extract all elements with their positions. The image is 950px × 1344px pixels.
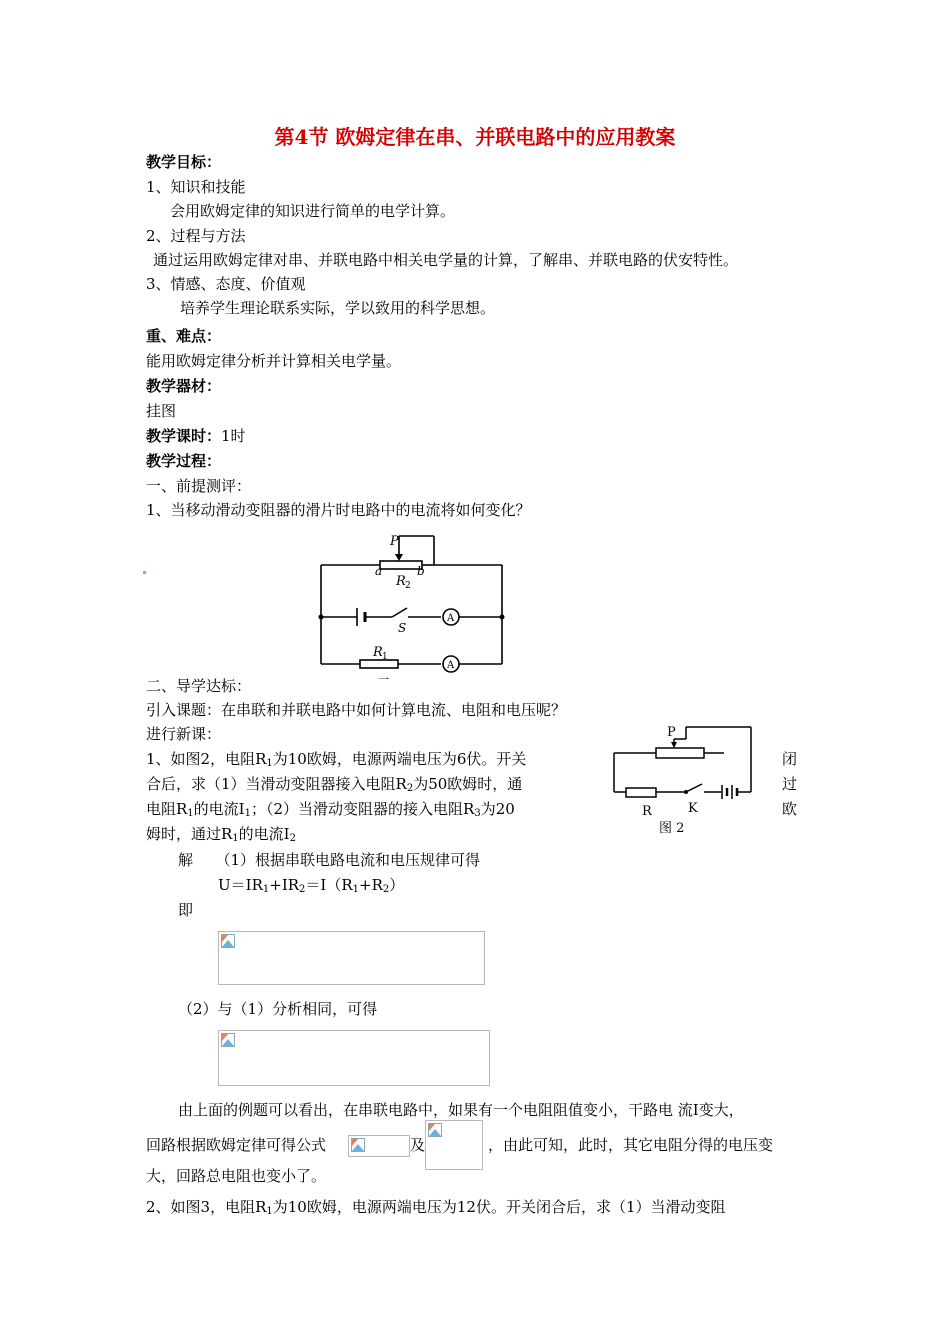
goals-heading: 教学目标： [146,153,222,171]
example-1-line-1-end: 闭 [782,750,798,768]
circuit-diagram-2 [606,722,766,840]
text-fragment: +R [359,876,383,894]
equipment-heading: 教学器材： [146,377,222,395]
broken-image-icon [428,1123,442,1137]
text-fragment: 2 [382,884,390,895]
new-lesson-heading: 进行新课： [146,725,222,743]
text-fragment: 1 [266,1206,273,1217]
text-fragment: ；（2）当滑动变阻器的接入电阻R [250,800,475,818]
example-1-line-2 [146,774,522,799]
example-1-line-3 [146,799,515,824]
label-P: P [390,534,399,549]
text-fragment: 电阻R [146,800,188,818]
hours-line [146,426,246,446]
label-R: R [642,804,652,819]
example-1-line-4 [146,824,296,849]
emotion-text: 培养学生理论联系实际，学以致用的科学思想。 [180,299,496,317]
process-heading: 教学过程： [146,452,222,470]
ammeter-1-label: A [447,613,455,624]
label-b: b [417,564,425,578]
conclusion-line-1: 由上面的例题可以看出，在串联电路中，如果有一个电阻阻值变小，干路电 流I变大， [178,1101,744,1119]
text-fragment: 姆时，通过R [146,825,233,843]
text-fragment: U＝IR [218,876,263,894]
text-fragment: +IR [269,876,300,894]
formula-image-placeholder-1 [348,1135,410,1157]
page-title: 第4节 欧姆定律在串、并联电路中的应用教案 [274,125,676,149]
text-fragment: 为10欧姆，电源两端电压为6伏。开关 [272,750,527,768]
text-fragment: ） [389,876,405,894]
label-a: a [375,564,383,578]
text-fragment: 的电流I [238,825,290,843]
figure-2-caption: 图 2 [659,821,685,836]
broken-image-icon [221,934,235,948]
solution-2: （2）与（1）分析相同，可得 [178,1000,378,1018]
broken-image-icon [351,1138,365,1152]
label-S: S [398,621,407,635]
equipment-text: 挂图 [146,402,177,420]
label-R2-sub: 2 [405,581,411,591]
text-fragment: 合后，求（1）当滑动变阻器接入电阻R [146,775,407,793]
example-1-line-3-end: 欧 [782,800,798,818]
ji-label: 即 [178,901,194,919]
formula-image-placeholder-2 [425,1120,483,1170]
text-fragment: 2、如图3，电阻R [146,1198,267,1216]
text-fragment: 1 [187,808,194,819]
broken-image-icon [221,1033,235,1047]
label-R1-sub: 1 [382,652,388,662]
equation-line [218,875,404,900]
text-fragment: 的电流I [193,800,245,818]
text-fragment: 1、如图2，电阻R [146,750,267,768]
conclusion-line-3: 大，回路总电阻也变小了。 [146,1167,327,1185]
guide-heading: 二、导学达标： [146,677,252,695]
knowledge-text: 会用欧姆定律的知识进行简单的电学计算。 [170,202,456,220]
emotion-heading: 3、情感、态度、价值观 [146,275,306,293]
key-text: 能用欧姆定律分析并计算相关电学量。 [146,352,402,370]
text-fragment: 2 [406,783,414,794]
text-fragment: 2 [289,833,296,844]
text-fragment: 为10欧姆，电源两端电压为12伏。开关闭合后，求（1）当滑动变阻 [272,1198,726,1216]
text-fragment: 为50欧姆时，通 [413,775,523,793]
key-heading: 重、难点： [146,327,222,345]
circuit-diagram-1 [312,528,512,686]
stray-mark [143,571,146,574]
hours-value: 1时 [221,427,246,445]
equation-image-placeholder-1 [218,931,485,985]
pre-test-heading: 一、前提测评： [146,477,252,495]
text-fragment: 2 [299,884,306,895]
equation-image-placeholder-2 [218,1030,490,1086]
text-fragment: 1 [266,758,273,769]
example-2-line-1 [146,1197,726,1222]
hours-heading: 教学课时： [146,427,222,445]
intro-text: 引入课题：在串联和并联电路中如何计算电流、电阻和电压呢？ [146,701,567,719]
ammeter-2-label: A [447,660,455,671]
text-fragment: 1 [232,833,239,844]
text-fragment: 1 [262,884,270,895]
text-fragment: 1 [244,808,251,819]
text-fragment: 3 [474,808,481,819]
question-1: 1、当移动滑动变阻器的滑片时电路中的电流将如何变化？ [146,501,531,519]
process-method-text: 通过运用欧姆定律对串、并联电路中相关电学量的计算，了解串、并联电路的伏安特性。 [153,251,739,269]
text-fragment: 1 [352,884,360,895]
solution-1: 解 （1）根据串联电路电流和电压规律可得 [178,851,481,869]
conclusion-line-2-b: 及 [410,1136,426,1154]
circuit-1-caption: 一 [378,673,389,686]
label-R2: R [396,574,406,589]
text-fragment: 为20 [480,800,515,818]
label-P-2: P [667,725,676,740]
label-K: K [688,801,698,816]
text-fragment: ＝I（R [305,876,353,894]
conclusion-line-2-c: ，由此可知，此时，其它电阻分得的电压变 [488,1136,774,1154]
example-1-line-2-end: 过 [782,775,798,793]
knowledge-heading: 1、知识和技能 [146,178,246,196]
label-R1: R [373,645,383,660]
example-1-line-1 [146,749,526,774]
conclusion-line-2-a: 回路根据欧姆定律可得公式 [146,1136,327,1154]
process-method-heading: 2、过程与方法 [146,227,246,245]
